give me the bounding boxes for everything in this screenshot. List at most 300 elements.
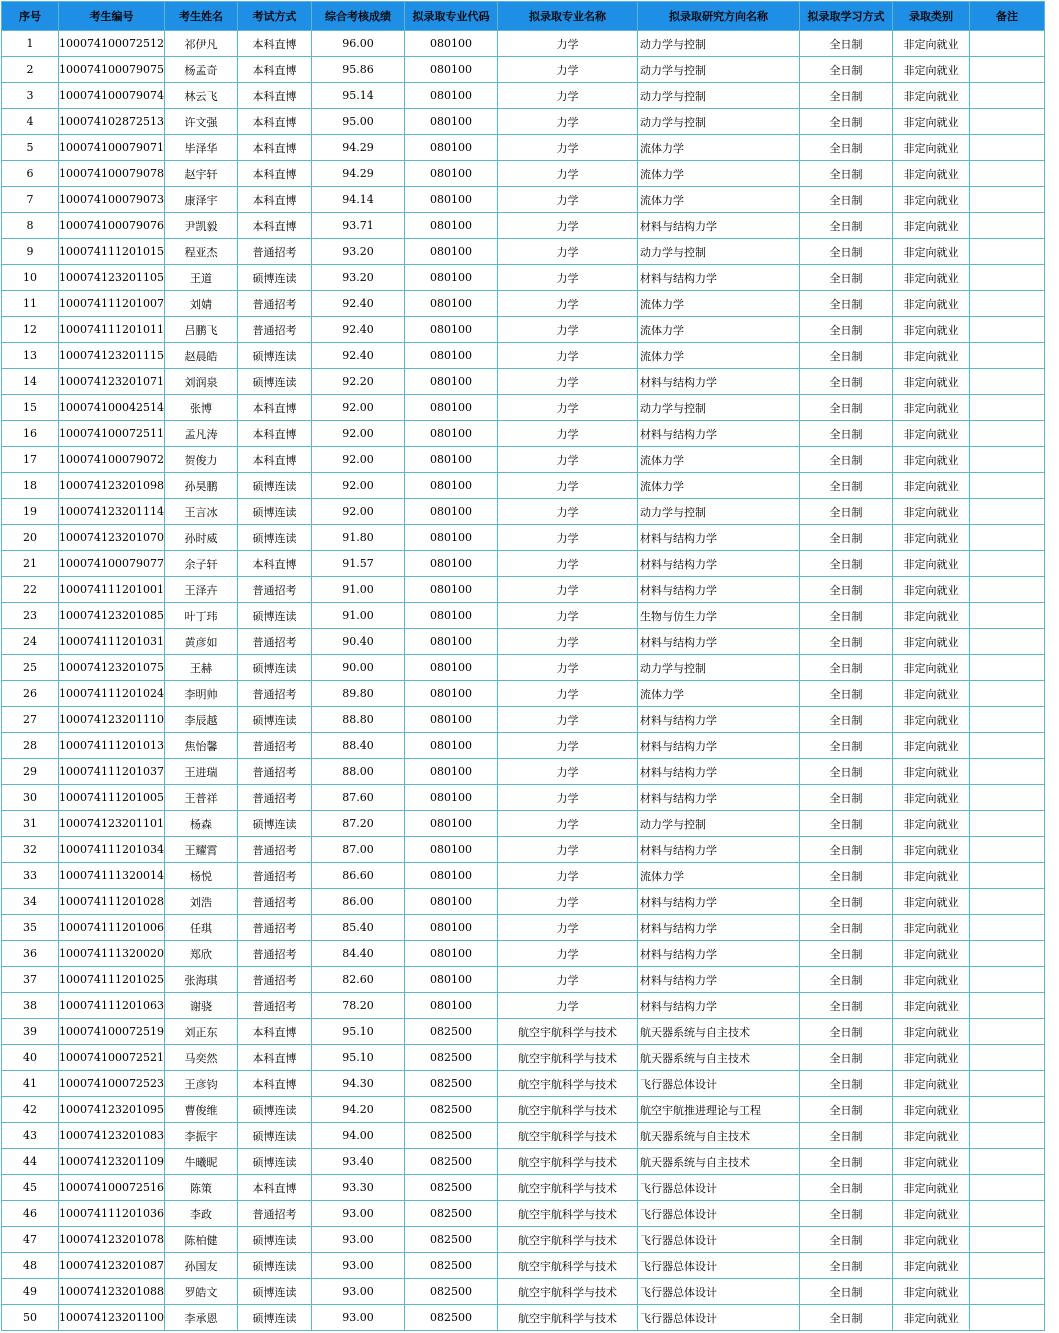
cell-candidate-name: 李辰越 (164, 707, 237, 733)
cell-index: 39 (2, 1019, 59, 1045)
cell-major-code: 080100 (404, 109, 497, 135)
cell-study-mode: 全日制 (799, 1201, 892, 1227)
cell-major-name: 力学 (497, 421, 637, 447)
cell-candidate-name: 张博 (164, 395, 237, 421)
cell-score: 82.60 (311, 967, 404, 993)
cell-major-name: 力学 (497, 57, 637, 83)
cell-index: 5 (2, 135, 59, 161)
table-row (2, 265, 1045, 291)
cell-exam-method: 普通招考 (237, 785, 311, 811)
cell-index: 8 (2, 213, 59, 239)
cell-major-name: 力学 (497, 395, 637, 421)
cell-research-direction: 飞行器总体设计 (637, 1201, 799, 1227)
cell-index: 6 (2, 161, 59, 187)
cell-exam-method: 普通招考 (237, 759, 311, 785)
cell-research-direction: 材料与结构力学 (637, 629, 799, 655)
cell-study-mode: 全日制 (799, 1149, 892, 1175)
cell-research-direction: 航天器系统与自主技术 (637, 1123, 799, 1149)
cell-major-name: 力学 (497, 941, 637, 967)
cell-major-code: 080100 (404, 993, 497, 1019)
cell-research-direction: 材料与结构力学 (637, 733, 799, 759)
cell-candidate-id: 100074100072519 (59, 1019, 165, 1045)
cell-index: 42 (2, 1097, 59, 1123)
cell-major-code: 082500 (404, 1227, 497, 1253)
cell-admission-type: 非定向就业 (892, 967, 969, 993)
cell-score: 85.40 (311, 915, 404, 941)
cell-score: 92.00 (311, 395, 404, 421)
cell-exam-method: 本科直博 (237, 1175, 311, 1201)
cell-remarks (969, 317, 1044, 343)
cell-study-mode: 全日制 (799, 161, 892, 187)
table-row (2, 57, 1045, 83)
cell-candidate-id: 100074111201006 (59, 915, 165, 941)
cell-research-direction: 材料与结构力学 (637, 993, 799, 1019)
cell-index: 4 (2, 109, 59, 135)
cell-admission-type: 非定向就业 (892, 447, 969, 473)
cell-study-mode: 全日制 (799, 967, 892, 993)
cell-major-code: 080100 (404, 213, 497, 239)
cell-admission-type: 非定向就业 (892, 421, 969, 447)
cell-research-direction: 生物与仿生力学 (637, 603, 799, 629)
cell-exam-method: 普通招考 (237, 1201, 311, 1227)
cell-candidate-name: 王进瑞 (164, 759, 237, 785)
cell-research-direction: 动力学与控制 (637, 83, 799, 109)
cell-remarks (969, 395, 1044, 421)
cell-exam-method: 普通招考 (237, 915, 311, 941)
cell-score: 94.00 (311, 1123, 404, 1149)
cell-index: 12 (2, 317, 59, 343)
cell-exam-method: 普通招考 (237, 733, 311, 759)
cell-study-mode: 全日制 (799, 603, 892, 629)
cell-major-code: 080100 (404, 707, 497, 733)
table-row (2, 343, 1045, 369)
cell-admission-type: 非定向就业 (892, 1175, 969, 1201)
cell-study-mode: 全日制 (799, 1071, 892, 1097)
cell-score: 94.29 (311, 161, 404, 187)
cell-research-direction: 流体力学 (637, 473, 799, 499)
cell-major-name: 航空宇航科学与技术 (497, 1305, 637, 1331)
cell-remarks (969, 1149, 1044, 1175)
table-row (2, 213, 1045, 239)
cell-major-name: 力学 (497, 317, 637, 343)
cell-candidate-name: 黄彦如 (164, 629, 237, 655)
cell-study-mode: 全日制 (799, 1305, 892, 1331)
cell-major-name: 力学 (497, 993, 637, 1019)
cell-major-name: 航空宇航科学与技术 (497, 1123, 637, 1149)
cell-candidate-name: 李振宇 (164, 1123, 237, 1149)
cell-major-code: 080100 (404, 551, 497, 577)
cell-exam-method: 硕博连读 (237, 1123, 311, 1149)
cell-research-direction: 动力学与控制 (637, 395, 799, 421)
cell-major-name: 力学 (497, 915, 637, 941)
cell-candidate-id: 100074123201115 (59, 343, 165, 369)
cell-study-mode: 全日制 (799, 577, 892, 603)
cell-index: 25 (2, 655, 59, 681)
cell-major-code: 082500 (404, 1045, 497, 1071)
cell-candidate-name: 李明帅 (164, 681, 237, 707)
cell-admission-type: 非定向就业 (892, 1071, 969, 1097)
cell-research-direction: 流体力学 (637, 187, 799, 213)
cell-candidate-name: 刘婧 (164, 291, 237, 317)
cell-score: 91.00 (311, 603, 404, 629)
cell-index: 46 (2, 1201, 59, 1227)
cell-exam-method: 硕博连读 (237, 603, 311, 629)
table-header-row (2, 2, 1045, 31)
cell-score: 90.40 (311, 629, 404, 655)
cell-admission-type: 非定向就业 (892, 239, 969, 265)
table-row (2, 759, 1045, 785)
cell-study-mode: 全日制 (799, 811, 892, 837)
cell-admission-type: 非定向就业 (892, 343, 969, 369)
cell-remarks (969, 1253, 1044, 1279)
cell-index: 2 (2, 57, 59, 83)
cell-research-direction: 飞行器总体设计 (637, 1227, 799, 1253)
cell-major-code: 080100 (404, 265, 497, 291)
cell-candidate-id: 100074100079078 (59, 161, 165, 187)
header-remarks: 备注 (969, 2, 1044, 31)
cell-index: 45 (2, 1175, 59, 1201)
cell-admission-type: 非定向就业 (892, 785, 969, 811)
cell-study-mode: 全日制 (799, 837, 892, 863)
cell-index: 33 (2, 863, 59, 889)
cell-remarks (969, 83, 1044, 109)
cell-study-mode: 全日制 (799, 1175, 892, 1201)
cell-exam-method: 普通招考 (237, 889, 311, 915)
cell-candidate-name: 孙国友 (164, 1253, 237, 1279)
table-row (2, 525, 1045, 551)
cell-major-code: 080100 (404, 239, 497, 265)
cell-major-name: 航空宇航科学与技术 (497, 1253, 637, 1279)
cell-index: 30 (2, 785, 59, 811)
cell-research-direction: 材料与结构力学 (637, 941, 799, 967)
cell-admission-type: 非定向就业 (892, 499, 969, 525)
cell-research-direction: 材料与结构力学 (637, 759, 799, 785)
table-row (2, 681, 1045, 707)
cell-candidate-id: 100074111201005 (59, 785, 165, 811)
cell-candidate-name: 李政 (164, 1201, 237, 1227)
cell-score: 94.20 (311, 1097, 404, 1123)
cell-score: 92.40 (311, 343, 404, 369)
cell-candidate-id: 100074111201037 (59, 759, 165, 785)
cell-exam-method: 硕博连读 (237, 343, 311, 369)
cell-exam-method: 普通招考 (237, 863, 311, 889)
cell-index: 37 (2, 967, 59, 993)
cell-exam-method: 普通招考 (237, 941, 311, 967)
cell-research-direction: 航天器系统与自主技术 (637, 1149, 799, 1175)
cell-study-mode: 全日制 (799, 1045, 892, 1071)
table-row (2, 577, 1045, 603)
cell-research-direction: 材料与结构力学 (637, 525, 799, 551)
cell-score: 88.80 (311, 707, 404, 733)
cell-score: 93.30 (311, 1175, 404, 1201)
cell-score: 89.80 (311, 681, 404, 707)
cell-exam-method: 硕博连读 (237, 369, 311, 395)
cell-study-mode: 全日制 (799, 57, 892, 83)
cell-major-code: 080100 (404, 941, 497, 967)
cell-exam-method: 普通招考 (237, 239, 311, 265)
cell-study-mode: 全日制 (799, 317, 892, 343)
cell-major-name: 航空宇航科学与技术 (497, 1227, 637, 1253)
cell-major-name: 航空宇航科学与技术 (497, 1019, 637, 1045)
cell-remarks (969, 759, 1044, 785)
cell-candidate-name: 陈柏健 (164, 1227, 237, 1253)
table-row (2, 1123, 1045, 1149)
cell-major-name: 航空宇航科学与技术 (497, 1071, 637, 1097)
cell-exam-method: 本科直博 (237, 135, 311, 161)
cell-index: 49 (2, 1279, 59, 1305)
cell-study-mode: 全日制 (799, 447, 892, 473)
cell-major-code: 080100 (404, 785, 497, 811)
cell-major-name: 力学 (497, 447, 637, 473)
cell-score: 93.00 (311, 1305, 404, 1331)
cell-major-code: 082500 (404, 1019, 497, 1045)
cell-study-mode: 全日制 (799, 915, 892, 941)
table-row (2, 785, 1045, 811)
cell-exam-method: 普通招考 (237, 291, 311, 317)
cell-study-mode: 全日制 (799, 707, 892, 733)
cell-major-name: 力学 (497, 265, 637, 291)
table-row (2, 1045, 1045, 1071)
cell-index: 50 (2, 1305, 59, 1331)
table-row (2, 187, 1045, 213)
cell-study-mode: 全日制 (799, 1123, 892, 1149)
cell-exam-method: 硕博连读 (237, 1097, 311, 1123)
cell-major-code: 080100 (404, 837, 497, 863)
cell-index: 3 (2, 83, 59, 109)
cell-remarks (969, 1305, 1044, 1331)
cell-remarks (969, 473, 1044, 499)
cell-score: 87.60 (311, 785, 404, 811)
cell-research-direction: 材料与结构力学 (637, 889, 799, 915)
cell-exam-method: 本科直博 (237, 1045, 311, 1071)
cell-admission-type: 非定向就业 (892, 369, 969, 395)
cell-score: 90.00 (311, 655, 404, 681)
cell-candidate-id: 100074100072521 (59, 1045, 165, 1071)
cell-major-name: 力学 (497, 785, 637, 811)
cell-research-direction: 材料与结构力学 (637, 707, 799, 733)
cell-major-name: 力学 (497, 759, 637, 785)
cell-major-name: 力学 (497, 863, 637, 889)
table-row (2, 863, 1045, 889)
cell-exam-method: 硕博连读 (237, 265, 311, 291)
cell-major-code: 080100 (404, 395, 497, 421)
header-research-direction: 拟录取研究方向名称 (637, 2, 799, 31)
cell-study-mode: 全日制 (799, 1097, 892, 1123)
cell-study-mode: 全日制 (799, 213, 892, 239)
cell-remarks (969, 1175, 1044, 1201)
cell-major-code: 080100 (404, 473, 497, 499)
cell-candidate-id: 100074111201036 (59, 1201, 165, 1227)
cell-score: 95.10 (311, 1045, 404, 1071)
cell-admission-type: 非定向就业 (892, 759, 969, 785)
cell-study-mode: 全日制 (799, 1019, 892, 1045)
cell-research-direction: 动力学与控制 (637, 655, 799, 681)
cell-index: 27 (2, 707, 59, 733)
cell-index: 40 (2, 1045, 59, 1071)
cell-study-mode: 全日制 (799, 629, 892, 655)
cell-research-direction: 材料与结构力学 (637, 551, 799, 577)
cell-score: 87.20 (311, 811, 404, 837)
cell-score: 93.00 (311, 1227, 404, 1253)
cell-exam-method: 本科直博 (237, 421, 311, 447)
cell-study-mode: 全日制 (799, 863, 892, 889)
cell-candidate-name: 刘正东 (164, 1019, 237, 1045)
cell-exam-method: 硕博连读 (237, 473, 311, 499)
cell-remarks (969, 1019, 1044, 1045)
cell-remarks (969, 889, 1044, 915)
cell-admission-type: 非定向就业 (892, 863, 969, 889)
cell-candidate-id: 100074100072512 (59, 31, 165, 57)
cell-major-name: 力学 (497, 291, 637, 317)
cell-index: 43 (2, 1123, 59, 1149)
cell-remarks (969, 31, 1044, 57)
cell-remarks (969, 239, 1044, 265)
table-row (2, 239, 1045, 265)
cell-exam-method: 本科直博 (237, 1019, 311, 1045)
cell-remarks (969, 863, 1044, 889)
cell-score: 93.71 (311, 213, 404, 239)
table-row (2, 1253, 1045, 1279)
cell-research-direction: 飞行器总体设计 (637, 1279, 799, 1305)
cell-admission-type: 非定向就业 (892, 603, 969, 629)
cell-major-code: 080100 (404, 655, 497, 681)
header-candidate-id: 考生编号 (59, 2, 165, 31)
cell-major-code: 080100 (404, 343, 497, 369)
cell-major-name: 力学 (497, 239, 637, 265)
cell-research-direction: 飞行器总体设计 (637, 1071, 799, 1097)
cell-candidate-name: 余子轩 (164, 551, 237, 577)
cell-score: 88.40 (311, 733, 404, 759)
cell-research-direction: 动力学与控制 (637, 499, 799, 525)
cell-exam-method: 硕博连读 (237, 499, 311, 525)
cell-index: 11 (2, 291, 59, 317)
cell-index: 15 (2, 395, 59, 421)
cell-score: 86.00 (311, 889, 404, 915)
cell-index: 7 (2, 187, 59, 213)
cell-major-name: 力学 (497, 343, 637, 369)
cell-candidate-id: 100074111201001 (59, 577, 165, 603)
cell-admission-type: 非定向就业 (892, 187, 969, 213)
cell-candidate-id: 100074100072516 (59, 1175, 165, 1201)
cell-score: 95.86 (311, 57, 404, 83)
table-row (2, 915, 1045, 941)
cell-candidate-id: 100074102872513 (59, 109, 165, 135)
table-row (2, 83, 1045, 109)
cell-index: 1 (2, 31, 59, 57)
cell-candidate-name: 刘浩 (164, 889, 237, 915)
cell-index: 20 (2, 525, 59, 551)
cell-index: 26 (2, 681, 59, 707)
cell-major-name: 力学 (497, 707, 637, 733)
cell-major-code: 080100 (404, 31, 497, 57)
table-row (2, 1097, 1045, 1123)
cell-exam-method: 普通招考 (237, 993, 311, 1019)
cell-research-direction: 流体力学 (637, 681, 799, 707)
cell-score: 92.00 (311, 447, 404, 473)
cell-score: 84.40 (311, 941, 404, 967)
cell-major-name: 力学 (497, 577, 637, 603)
cell-exam-method: 本科直博 (237, 31, 311, 57)
cell-admission-type: 非定向就业 (892, 1149, 969, 1175)
cell-candidate-name: 王泽卉 (164, 577, 237, 603)
cell-research-direction: 材料与结构力学 (637, 369, 799, 395)
cell-score: 91.00 (311, 577, 404, 603)
cell-major-code: 080100 (404, 317, 497, 343)
cell-exam-method: 本科直博 (237, 551, 311, 577)
cell-candidate-id: 100074100079073 (59, 187, 165, 213)
cell-study-mode: 全日制 (799, 681, 892, 707)
cell-exam-method: 普通招考 (237, 681, 311, 707)
header-admission-type: 录取类别 (892, 2, 969, 31)
cell-study-mode: 全日制 (799, 109, 892, 135)
cell-major-code: 082500 (404, 1201, 497, 1227)
cell-score: 92.40 (311, 317, 404, 343)
cell-research-direction: 动力学与控制 (637, 57, 799, 83)
cell-score: 93.20 (311, 265, 404, 291)
cell-major-code: 080100 (404, 447, 497, 473)
cell-study-mode: 全日制 (799, 499, 892, 525)
cell-major-name: 力学 (497, 31, 637, 57)
cell-major-name: 航空宇航科学与技术 (497, 1149, 637, 1175)
cell-major-code: 080100 (404, 421, 497, 447)
cell-remarks (969, 187, 1044, 213)
cell-study-mode: 全日制 (799, 369, 892, 395)
cell-study-mode: 全日制 (799, 759, 892, 785)
cell-candidate-id: 100074123201070 (59, 525, 165, 551)
cell-candidate-id: 100074123201105 (59, 265, 165, 291)
cell-major-name: 力学 (497, 161, 637, 187)
cell-index: 14 (2, 369, 59, 395)
cell-index: 32 (2, 837, 59, 863)
cell-major-code: 080100 (404, 187, 497, 213)
cell-candidate-name: 许文强 (164, 109, 237, 135)
cell-candidate-id: 100074100079072 (59, 447, 165, 473)
cell-exam-method: 本科直博 (237, 57, 311, 83)
cell-research-direction: 航天器系统与自主技术 (637, 1019, 799, 1045)
cell-index: 10 (2, 265, 59, 291)
cell-admission-type: 非定向就业 (892, 291, 969, 317)
cell-research-direction: 动力学与控制 (637, 109, 799, 135)
cell-remarks (969, 57, 1044, 83)
cell-index: 24 (2, 629, 59, 655)
cell-exam-method: 硕博连读 (237, 1253, 311, 1279)
cell-candidate-name: 李承恩 (164, 1305, 237, 1331)
cell-index: 38 (2, 993, 59, 1019)
cell-score: 92.00 (311, 499, 404, 525)
cell-research-direction: 流体力学 (637, 135, 799, 161)
table-row (2, 1279, 1045, 1305)
table-row (2, 1175, 1045, 1201)
cell-major-name: 力学 (497, 629, 637, 655)
cell-major-code: 082500 (404, 1149, 497, 1175)
cell-remarks (969, 733, 1044, 759)
cell-index: 34 (2, 889, 59, 915)
cell-candidate-name: 曹俊维 (164, 1097, 237, 1123)
cell-admission-type: 非定向就业 (892, 811, 969, 837)
cell-candidate-id: 100074123201071 (59, 369, 165, 395)
cell-index: 23 (2, 603, 59, 629)
cell-score: 94.14 (311, 187, 404, 213)
cell-candidate-id: 100074100079075 (59, 57, 165, 83)
cell-index: 31 (2, 811, 59, 837)
cell-admission-type: 非定向就业 (892, 473, 969, 499)
cell-index: 36 (2, 941, 59, 967)
cell-exam-method: 本科直博 (237, 213, 311, 239)
cell-major-code: 082500 (404, 1253, 497, 1279)
header-study-mode: 拟录取学习方式 (799, 2, 892, 31)
cell-candidate-name: 贺俊力 (164, 447, 237, 473)
cell-candidate-name: 叶丁玮 (164, 603, 237, 629)
